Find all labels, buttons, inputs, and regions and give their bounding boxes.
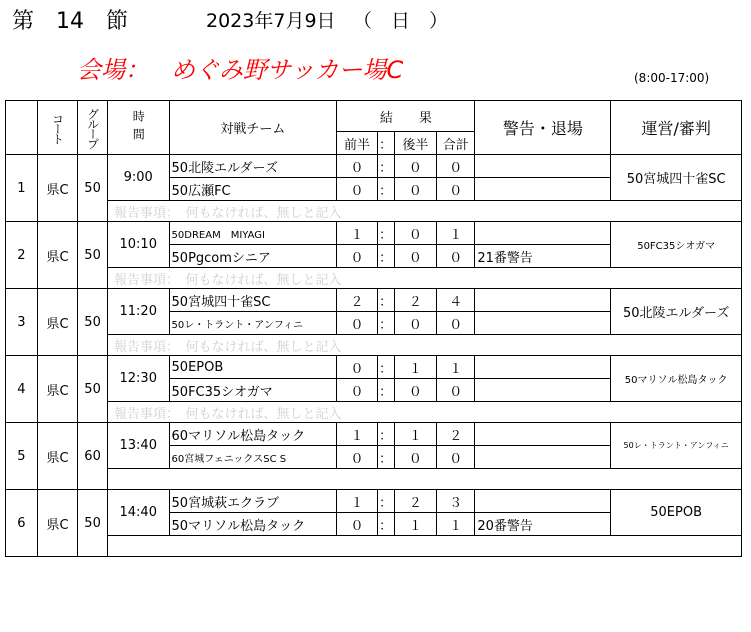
away-first-half: ０ [337, 178, 377, 201]
report-row [6, 201, 742, 222]
match-date: 2023年7月9日 [206, 10, 336, 32]
away-warnings [475, 178, 611, 201]
home-team: 50宮城四十雀SC [169, 289, 337, 312]
time-header: 時間 [107, 101, 169, 155]
away-first-half: ０ [337, 312, 377, 335]
weekday: （ 日 ） [353, 10, 449, 32]
round-label: 第 14 節 [12, 9, 128, 34]
match-row [6, 155, 742, 178]
home-total: ２ [437, 423, 475, 446]
report-row [6, 335, 742, 356]
kickoff-time: 14:40 [107, 490, 169, 536]
away-warnings: 20番警告 [475, 513, 611, 536]
home-team: 50DREAM MIYAGI [169, 222, 337, 245]
colon: ： [377, 289, 394, 312]
home-second-half: ２ [394, 490, 436, 513]
home-warnings [475, 423, 611, 446]
result-header: 結 果 [337, 101, 475, 132]
court: 県C [37, 289, 77, 356]
group-header: グループ [78, 101, 108, 155]
header-row [6, 101, 742, 132]
home-total: ４ [437, 289, 475, 312]
warnings-header: 警告・退場 [475, 101, 611, 155]
away-total: １ [437, 513, 475, 536]
home-second-half: １ [394, 356, 436, 379]
court: 県C [37, 356, 77, 423]
schedule-table [5, 100, 742, 557]
home-first-half: ０ [337, 155, 377, 178]
referee-team: 50レ・トラント・アンフィニ [611, 423, 742, 469]
home-total: ３ [437, 490, 475, 513]
away-first-half: ０ [337, 513, 377, 536]
colon: ： [377, 379, 394, 402]
home-team: 60マリソル松島タック [169, 423, 337, 446]
away-second-half: ０ [394, 312, 436, 335]
home-total: １ [437, 356, 475, 379]
first-half-header: 前半 [337, 132, 377, 155]
colon-header: ： [377, 132, 394, 155]
home-first-half: １ [337, 222, 377, 245]
home-team: 50EPOB [169, 356, 337, 379]
away-second-half: ０ [394, 245, 436, 268]
away-second-half: １ [394, 513, 436, 536]
away-warnings [475, 446, 611, 469]
kickoff-time: 13:40 [107, 423, 169, 469]
home-warnings [475, 490, 611, 513]
group: 50 [78, 490, 108, 557]
report-notes[interactable] [107, 536, 741, 557]
colon: ： [377, 245, 394, 268]
report-notes[interactable] [107, 469, 741, 490]
group: 50 [78, 155, 108, 222]
time-range: (8:00-17:00) [634, 71, 710, 85]
home-first-half: １ [337, 490, 377, 513]
referee-header: 運営/審判 [611, 101, 742, 155]
home-second-half: ０ [394, 155, 436, 178]
report-notes[interactable]: 報告事項： 何もなければ、無しと記入 [107, 201, 741, 222]
away-second-half: ０ [394, 178, 436, 201]
colon: ： [377, 356, 394, 379]
away-second-half: ０ [394, 446, 436, 469]
colon: ： [377, 490, 394, 513]
referee-team: 50マリソル松島タック [611, 356, 742, 402]
away-team: 60宮城フェニックスSC S [169, 446, 337, 469]
home-second-half: １ [394, 423, 436, 446]
home-total: ０ [437, 155, 475, 178]
colon: ： [377, 446, 394, 469]
away-team: 50FC35シオガマ [169, 379, 337, 402]
colon: ： [377, 222, 394, 245]
away-warnings [475, 379, 611, 402]
match-number: 6 [6, 490, 38, 557]
match-number: 3 [6, 289, 38, 356]
report-row [6, 536, 742, 557]
away-total: ０ [437, 446, 475, 469]
away-warnings [475, 312, 611, 335]
court-header: コート [37, 101, 77, 155]
blank-header [6, 101, 38, 155]
home-warnings [475, 356, 611, 379]
home-warnings [475, 289, 611, 312]
referee-team: 50FC35シオガマ [611, 222, 742, 268]
report-row [6, 469, 742, 490]
home-second-half: ０ [394, 222, 436, 245]
match-row [6, 423, 742, 446]
colon: ： [377, 155, 394, 178]
referee-team: 50EPOB [611, 490, 742, 536]
total-header: 合計 [437, 132, 475, 155]
home-warnings [475, 222, 611, 245]
report-row [6, 402, 742, 423]
away-team: 50マリソル松島タック [169, 513, 337, 536]
referee-team: 50宮城四十雀SC [611, 155, 742, 201]
home-team: 50宮城萩エクラブ [169, 490, 337, 513]
match-row [6, 289, 742, 312]
away-team: 50広瀬FC [169, 178, 337, 201]
home-warnings [475, 155, 611, 178]
report-notes[interactable]: 報告事項： 何もなければ、無しと記入 [107, 402, 741, 423]
court: 県C [37, 222, 77, 289]
venue-label: 会場： [77, 56, 149, 84]
report-notes[interactable]: 報告事項： 何もなければ、無しと記入 [107, 268, 741, 289]
away-total: ０ [437, 379, 475, 402]
away-warnings: 21番警告 [475, 245, 611, 268]
away-total: ０ [437, 312, 475, 335]
referee-team: 50北陵エルダーズ [611, 289, 742, 335]
match-row [6, 356, 742, 379]
away-first-half: ０ [337, 245, 377, 268]
report-notes[interactable]: 報告事項： 何もなければ、無しと記入 [107, 335, 741, 356]
colon: ： [377, 312, 394, 335]
away-total: ０ [437, 178, 475, 201]
match-row [6, 222, 742, 245]
match-row [6, 490, 742, 513]
match-number: 5 [6, 423, 38, 490]
kickoff-time: 12:30 [107, 356, 169, 402]
match-number: 1 [6, 155, 38, 222]
teams-header: 対戦チーム [169, 101, 337, 155]
away-first-half: ０ [337, 379, 377, 402]
colon: ： [377, 513, 394, 536]
colon: ： [377, 423, 394, 446]
home-first-half: ０ [337, 356, 377, 379]
home-first-half: １ [337, 423, 377, 446]
match-number: 4 [6, 356, 38, 423]
group: 50 [78, 289, 108, 356]
home-first-half: ２ [337, 289, 377, 312]
away-total: ０ [437, 245, 475, 268]
court: 県C [37, 490, 77, 557]
kickoff-time: 9:00 [107, 155, 169, 201]
away-first-half: ０ [337, 446, 377, 469]
kickoff-time: 10:10 [107, 222, 169, 268]
sheet-header [0, 0, 751, 100]
away-second-half: ０ [394, 379, 436, 402]
home-total: １ [437, 222, 475, 245]
court: 県C [37, 155, 77, 222]
match-number: 2 [6, 222, 38, 289]
second-half-header: 後半 [394, 132, 436, 155]
home-team: 50北陵エルダーズ [169, 155, 337, 178]
court: 県C [37, 423, 77, 490]
kickoff-time: 11:20 [107, 289, 169, 335]
colon: ： [377, 178, 394, 201]
home-second-half: ２ [394, 289, 436, 312]
group: 50 [78, 222, 108, 289]
group: 60 [78, 423, 108, 490]
report-row [6, 268, 742, 289]
away-team: 50Pgcomシニア [169, 245, 337, 268]
away-team: 50レ・トラント・アンフィニ [169, 312, 337, 335]
venue-name: めぐみ野サッカー場C [171, 56, 404, 84]
group: 50 [78, 356, 108, 423]
